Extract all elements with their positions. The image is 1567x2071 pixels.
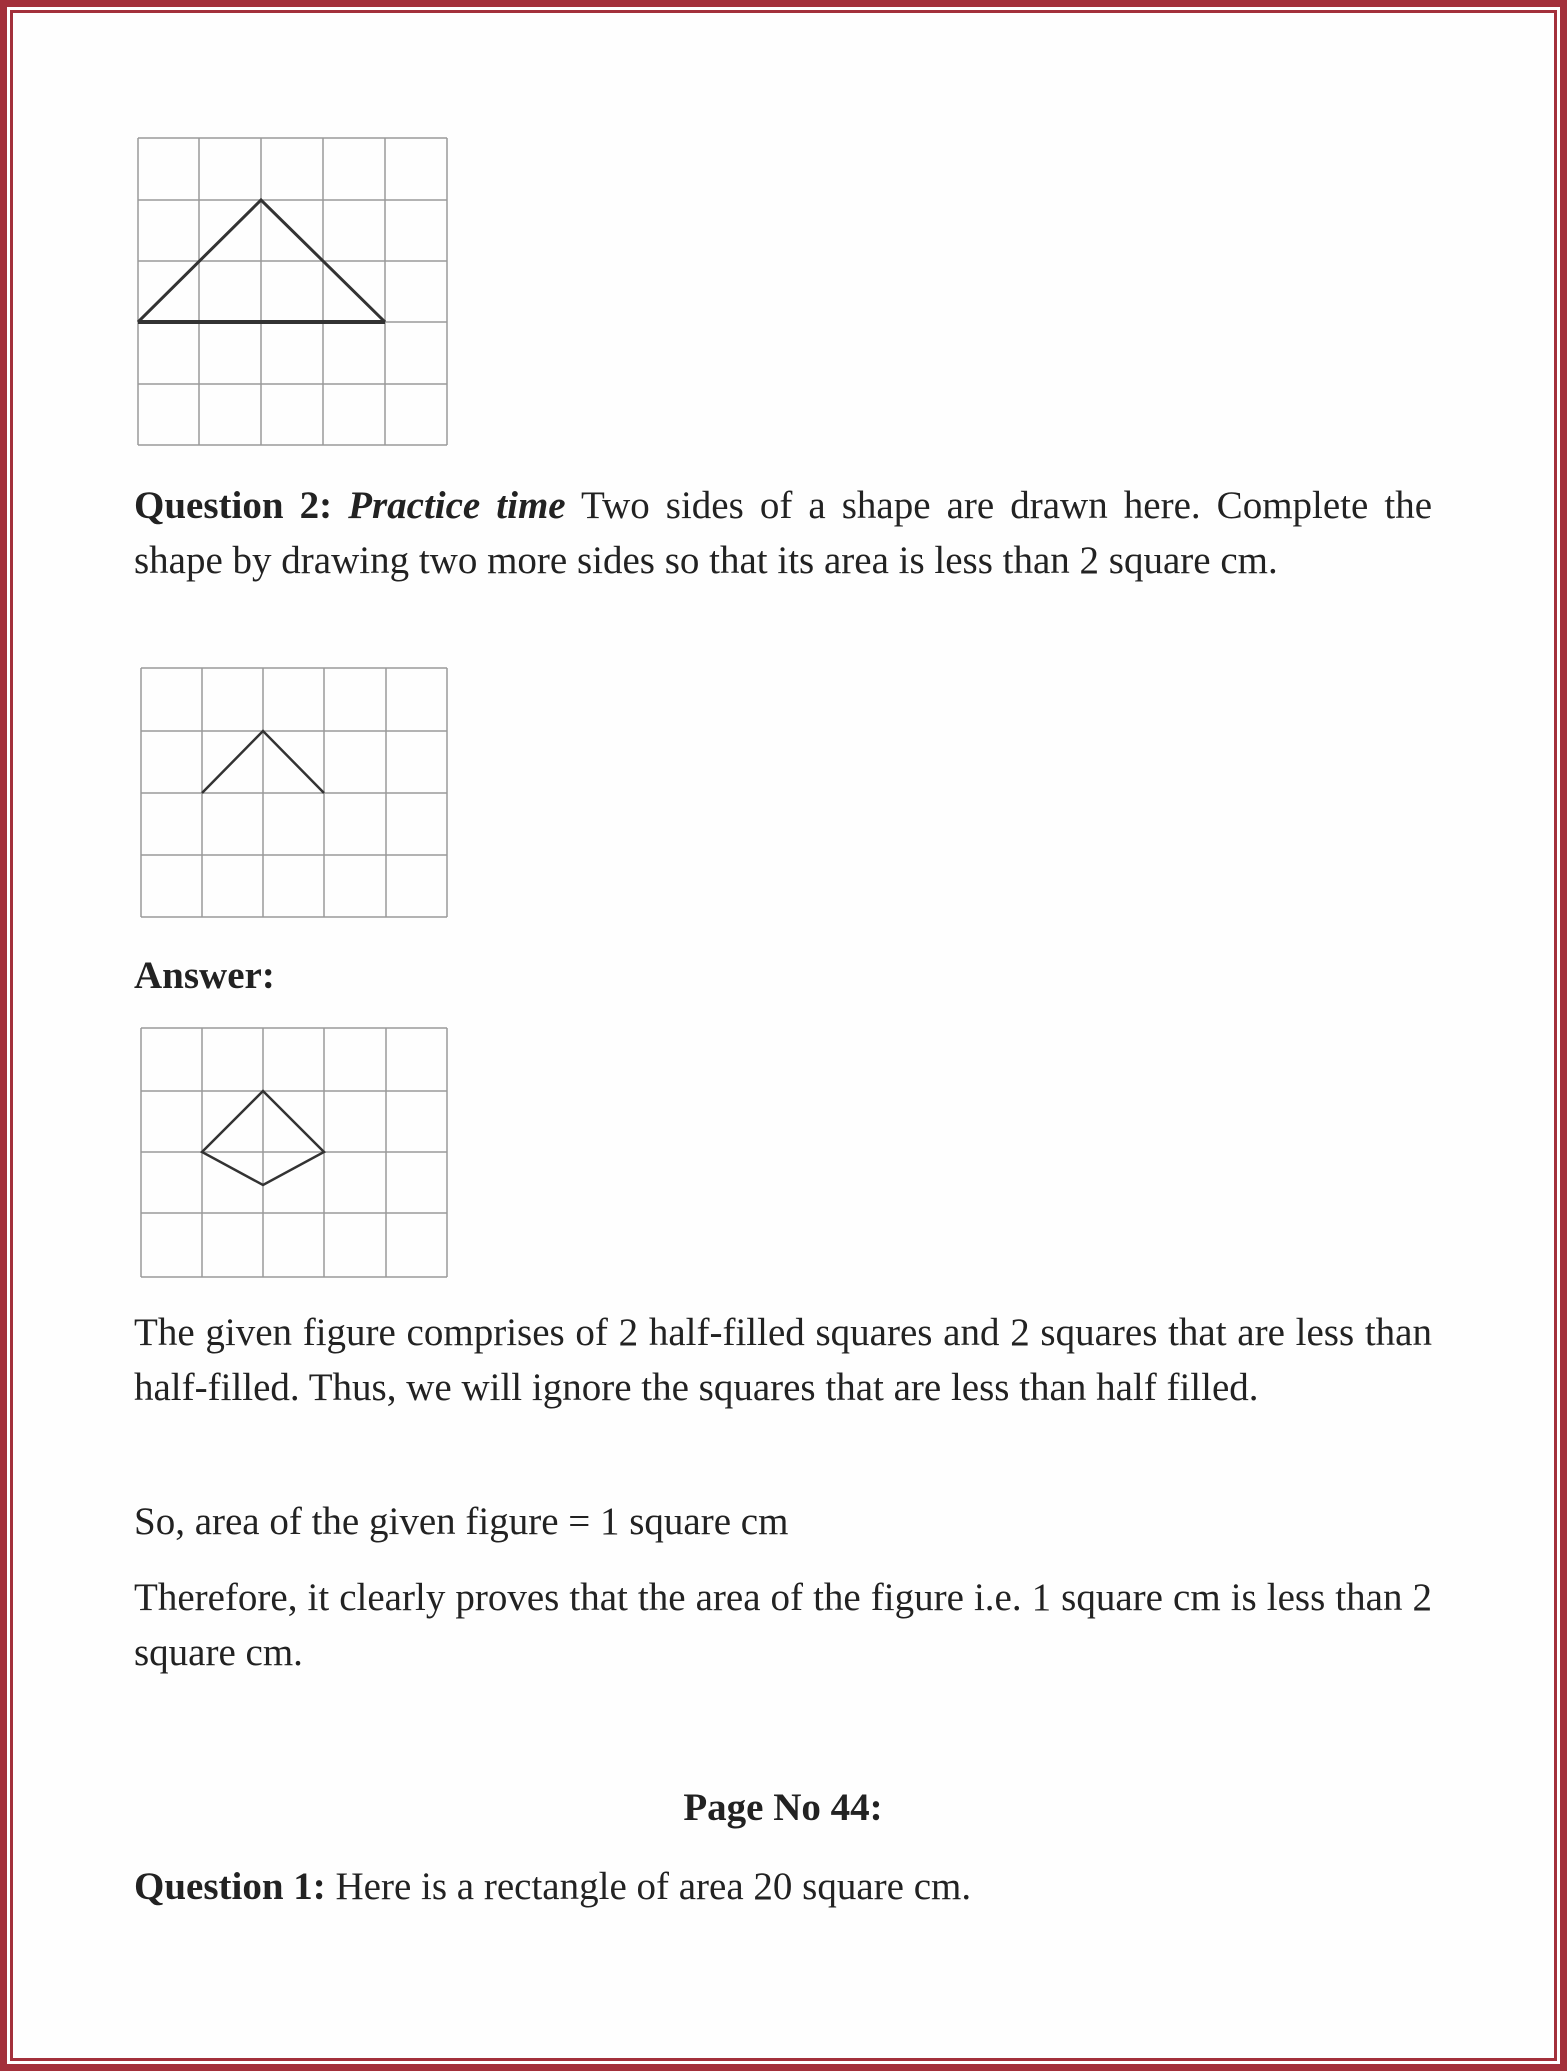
answer-paragraph-2: So, area of the given figure = 1 square cm [134,1500,789,1543]
page-heading: Page No 44: [683,1786,883,1829]
question-2-body: Two sides of a shape are drawn here. Complete the shape by drawing two more sides so that its area is less than 2 square cm. [134,484,1433,582]
question-grid-figure [140,667,452,923]
question-1-label: Question 1: [134,1865,326,1908]
question-2-label: Question 2: [134,484,333,527]
question-2-title: Practice time [348,484,566,527]
answer-paragraph-1: The given figure comprises of 2 half-filled squares and 2 squares that are less than half-filled. Thus, we will ignore the squares that are less than half filled. [134,1311,1432,1409]
answer-label: Answer: [134,954,275,997]
triangle-grid-figure [137,137,449,449]
question-1-body: Here is a rectangle of area 20 square cm. [325,1865,972,1908]
question-2-text [134,478,1432,588]
answer-grid-figure [140,1027,452,1283]
answer-paragraph-3: Therefore, it clearly proves that the area of the figure i.e. 1 square cm is less than 2 square cm. [134,1576,1432,1674]
question-1-text [134,1859,1432,1914]
